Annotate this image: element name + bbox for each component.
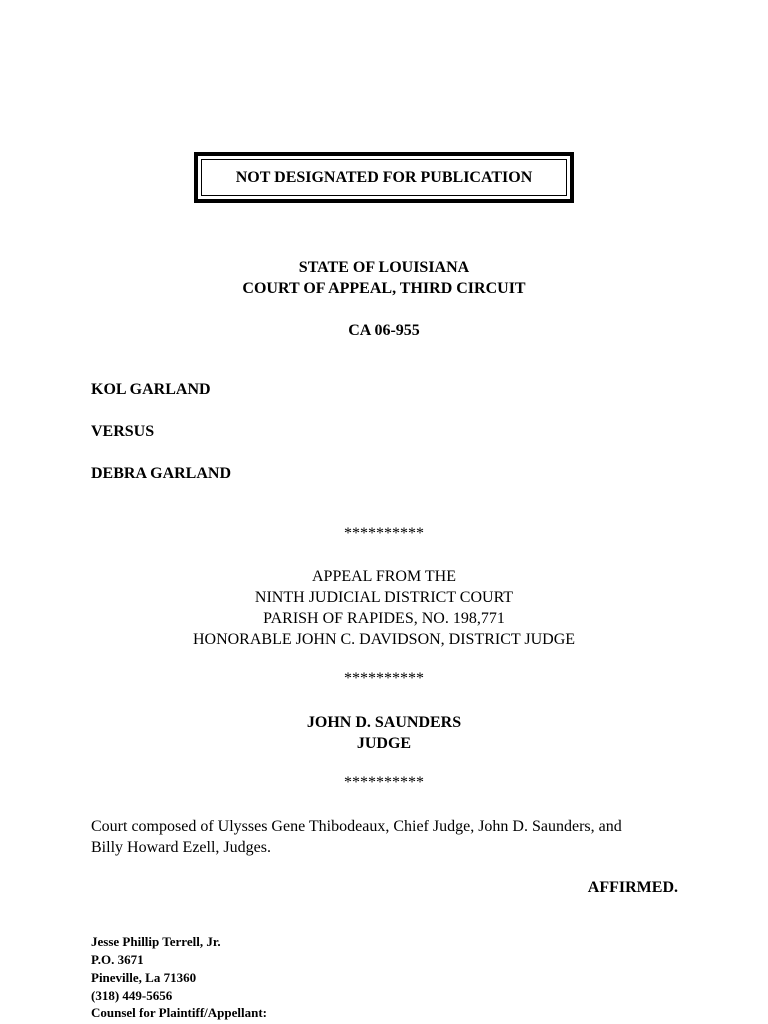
case-number: CA 06-955 [348,322,420,339]
counsel-phone: (318) 449-5656 [91,988,173,1003]
panel-line-1: Court composed of Ulysses Gene Thibodeaux, Chief Judge, John D. Saunders, and [91,818,622,835]
publication-notice-box [194,152,574,203]
appeal-line-4: HONORABLE JOHN C. DAVIDSON, DISTRICT JUDGE [192,631,576,648]
state-name: STATE OF LOUISIANA [298,259,470,276]
defendant-name: DEBRA GARLAND [91,465,232,482]
appeal-line-2: NINTH JUDICIAL DISTRICT COURT [254,589,514,606]
publication-notice: NOT DESIGNATED FOR PUBLICATION [201,159,567,196]
separator-1: ********** [344,525,424,542]
author-name: JOHN D. SAUNDERS [306,714,462,731]
plaintiff-name: KOL GARLAND [91,381,211,398]
versus-label: VERSUS [91,423,155,440]
separator-3: ********** [344,774,424,791]
counsel-name: Jesse Phillip Terrell, Jr. [91,934,221,949]
counsel-role: Counsel for Plaintiff/Appellant: [91,1005,267,1020]
author-title: JUDGE [356,735,412,752]
counsel-po-box: P.O. 3671 [91,952,144,967]
appeal-line-1: APPEAL FROM THE [311,568,457,585]
counsel-city: Pineville, La 71360 [91,970,197,985]
separator-2: ********** [344,670,424,687]
court-name: COURT OF APPEAL, THIRD CIRCUIT [242,280,526,297]
appeal-line-3: PARISH OF RAPIDES, NO. 198,771 [263,610,505,627]
panel-line-2: Billy Howard Ezell, Judges. [91,839,271,856]
disposition: AFFIRMED. [587,879,678,896]
